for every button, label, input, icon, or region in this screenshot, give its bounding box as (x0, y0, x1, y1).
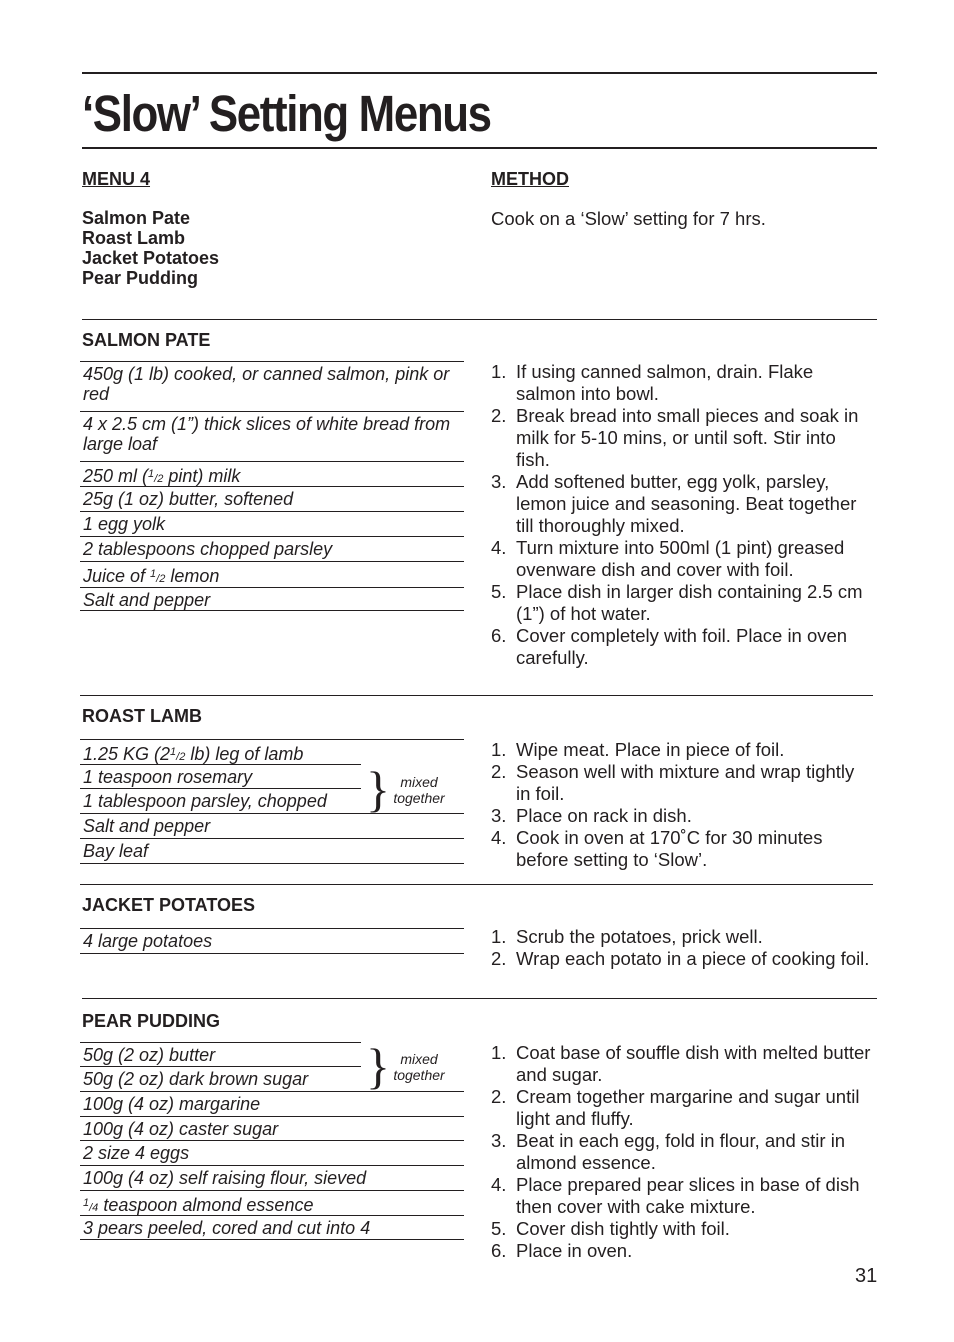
ingredient-row: 100g (4 oz) margarine (80, 1091, 464, 1116)
step-item: 1. Coat base of souffle dish with melted butter and sugar. (491, 1042, 871, 1085)
mixed-together-note: mixed together (393, 1051, 445, 1083)
fraction-slash: /2 (154, 473, 164, 485)
step-item: 5. Cover dish tightly with foil. (491, 1218, 730, 1239)
method-steps-salmon-pate (491, 361, 871, 669)
ingredient-list-jacket-potatoes (80, 928, 464, 954)
method-steps-pear-pudding (491, 1042, 871, 1262)
menu-item: Roast Lamb (82, 228, 186, 248)
fraction-numerator: 1 (150, 568, 157, 580)
menu-item: Jacket Potatoes (82, 248, 220, 268)
ingredient-row (80, 461, 464, 486)
ingredient-row: 100g (4 oz) caster sugar (80, 1116, 464, 1140)
step-item: 3. Add softened butter, egg yolk, parsley, lemon juice and seasoning. Beat together till thoroughly mixed. (491, 471, 857, 536)
section-title-pear-pudding: PEAR PUDDING (82, 1011, 221, 1031)
step-item: 3. Beat in each egg, fold in flour, and stir in almond essence. (491, 1130, 846, 1173)
ingredient-row: 1 egg yolk (80, 511, 464, 536)
ingredient-text: pint) milk (163, 466, 241, 486)
ingredient-row: Bay leaf (80, 838, 464, 864)
ingredient-text: 1.25 KG (2 (83, 744, 171, 764)
ingredient-text: Juice of (83, 566, 151, 586)
ingredient-row: 450g (1 lb) cooked, or canned salmon, pink or red (80, 361, 464, 411)
ingredient-row: 4 x 2.5 cm (1”) thick slices of white bread from large loaf (80, 411, 464, 461)
ingredient-text: teaspoon almond essence (98, 1195, 314, 1215)
section-title-salmon-pate: SALMON PATE (82, 330, 211, 350)
menu-item: Salmon Pate (82, 208, 191, 228)
ingredient-list-salmon-pate (80, 361, 464, 611)
step-item: 1. If using canned salmon, drain. Flake salmon into bowl. (491, 361, 814, 404)
ingredient-row: 1 tablespoon parsley, chopped (80, 788, 361, 813)
section-divider (80, 695, 873, 696)
method-note: Cook on a ‘Slow’ setting for 7 hrs. (491, 208, 766, 229)
ingredient-row: 50g (2 oz) butter (80, 1042, 361, 1066)
brace-icon: } (366, 1038, 390, 1094)
step-item: 2. Season well with mixture and wrap tightly in foil. (491, 761, 855, 804)
menu-heading: MENU 4 (82, 169, 151, 189)
ingredient-row: 1 teaspoon rosemary (80, 764, 361, 788)
mixed-together-note: mixed together (393, 774, 445, 806)
step-item: 5. Place dish in larger dish containing 2.5 cm (1”) of hot water. (491, 581, 863, 624)
method-steps-jacket-potatoes (491, 926, 871, 970)
fraction-numerator: 1 (148, 468, 155, 480)
section-divider (82, 998, 877, 999)
brace-icon: } (366, 761, 390, 817)
ingredient-row: 25g (1 oz) butter, softened (80, 486, 464, 511)
ingredient-row: 100g (4 oz) self raising flour, sieved (80, 1165, 464, 1190)
step-item: 2. Wrap each potato in a piece of cooking foil. (491, 948, 870, 969)
step-item: 1. Scrub the potatoes, prick well. (491, 926, 763, 947)
ingredient-row: Salt and pepper (80, 587, 464, 611)
ingredient-row: 4 large potatoes (80, 928, 464, 954)
ingredient-row: 50g (2 oz) dark brown sugar (80, 1066, 361, 1091)
fraction-slash: /2 (176, 751, 186, 763)
menu-item: Pear Pudding (82, 268, 199, 288)
step-item: 6. Place in oven. (491, 1240, 633, 1261)
step-item: 2. Cream together margarine and sugar until light and fluffy. (491, 1086, 860, 1129)
page-title: ‘Slow’ Setting Menus (82, 85, 491, 142)
title-bottom-rule (82, 147, 877, 149)
ingredient-row (80, 561, 464, 587)
fraction-slash: /4 (89, 1202, 99, 1214)
fraction-slash: /2 (156, 573, 166, 585)
ingredient-row: 2 tablespoons chopped parsley (80, 536, 464, 561)
ingredient-text: 250 ml ( (83, 466, 149, 486)
section-divider (82, 319, 877, 320)
step-item: 1. Wipe meat. Place in piece of foil. (491, 739, 785, 760)
section-title-jacket-potatoes: JACKET POTATOES (82, 895, 256, 915)
step-item: 4. Turn mixture into 500ml (1 pint) greased ovenware dish and cover with foil. (491, 537, 845, 580)
fraction-numerator: 1 (83, 1197, 90, 1209)
ingredient-row: Salt and pepper (80, 813, 464, 838)
method-steps-roast-lamb (491, 739, 871, 871)
ingredient-row: 2 size 4 eggs (80, 1140, 464, 1165)
section-divider (80, 884, 873, 885)
ingredient-text: lemon (165, 566, 220, 586)
step-item: 3. Place on rack in dish. (491, 805, 692, 826)
ingredient-row (80, 1190, 464, 1215)
step-item: 4. Cook in oven at 170˚C for 30 minutes before setting to ‘Slow’. (491, 827, 823, 870)
menu-item-list (82, 208, 219, 288)
step-item: 4. Place prepared pear slices in base of dish then cover with cake mixture. (491, 1174, 860, 1217)
step-item: 6. Cover completely with foil. Place in oven carefully. (491, 625, 848, 668)
section-title-roast-lamb: ROAST LAMB (82, 706, 202, 726)
fraction-numerator: 1 (170, 746, 177, 758)
ingredient-row: 3 pears peeled, cored and cut into 4 (80, 1215, 464, 1240)
ingredient-text: lb) leg of lamb (185, 744, 304, 764)
method-heading: METHOD (491, 169, 569, 189)
step-item: 2. Break bread into small pieces and soak in milk for 5-10 mins, or until soft. Stir into fish. (491, 405, 859, 470)
ingredient-row (80, 739, 464, 764)
page-number: 31 (855, 1265, 878, 1287)
title-top-rule (82, 72, 877, 74)
